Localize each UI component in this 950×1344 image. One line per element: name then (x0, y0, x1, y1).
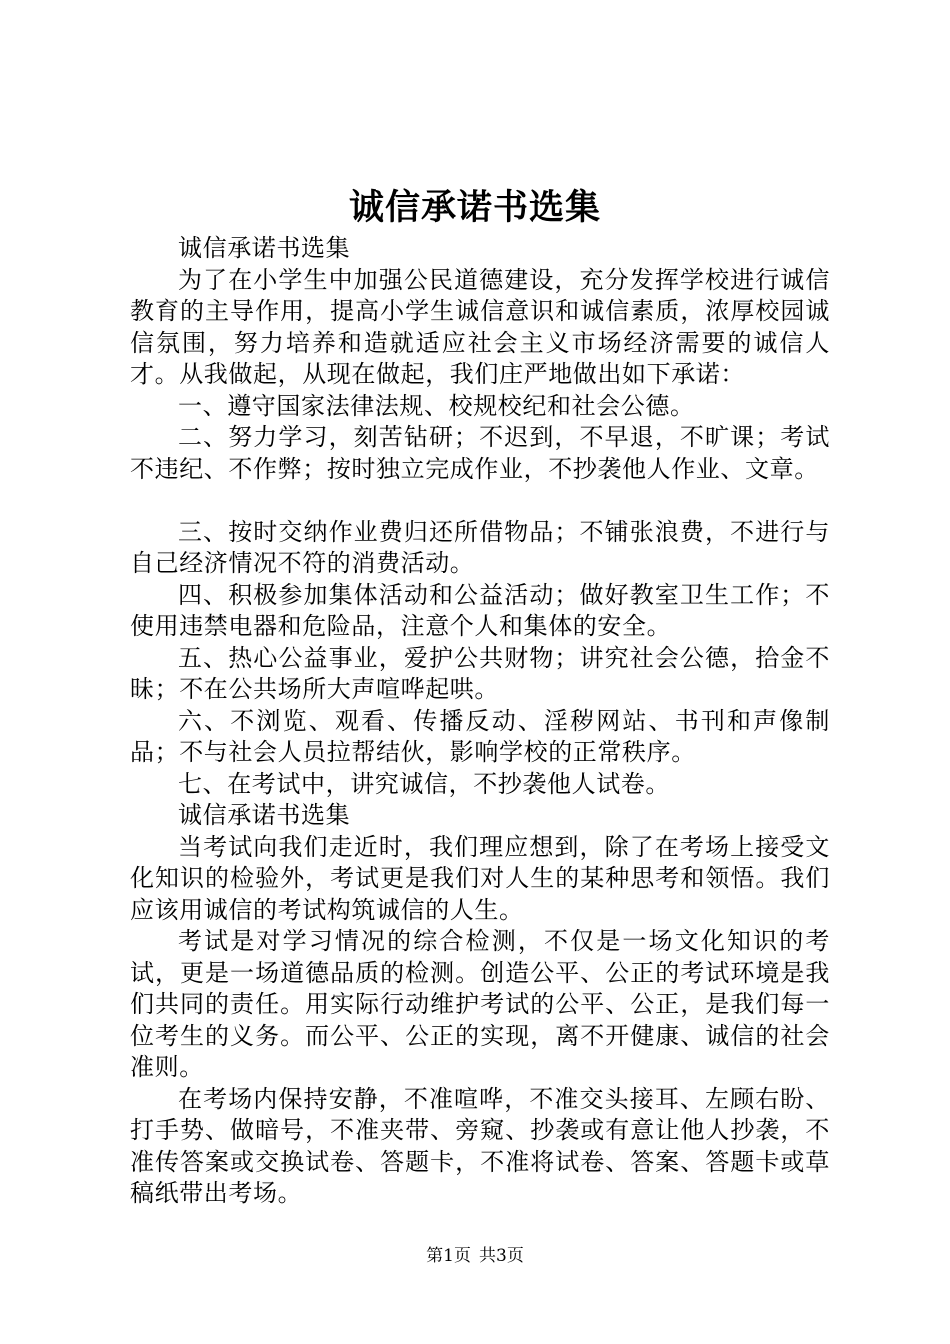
paragraph: 在考场内保持安静，不准喧哗，不准交头接耳、左顾右盼、打手势、做暗号，不准夹带、旁窥、抄袭或有意让他人抄袭，不准传答案或交换试卷、答题卡，不准将试卷、答案、答题卡或草稿纸带出考场。 (130, 1084, 830, 1207)
paragraph: 当考试向我们走近时，我们理应想到，除了在考场上接受文化知识的检验外，考试更是我们对人生的某种思考和领悟。我们应该用诚信的考试构筑诚信的人生。 (130, 832, 830, 924)
pledge-item: 四、积极参加集体活动和公益活动；做好教室卫生工作；不使用违禁电器和危险品，注意个人和集体的安全。 (130, 580, 830, 640)
page-footer (0, 1244, 950, 1268)
pledge-item: 七、在考试中，讲究诚信，不抄袭他人试卷。 (178, 769, 670, 798)
paragraph: 为了在小学生中加强公民道德建设，充分发挥学校进行诚信教育的主导作用，提高小学生诚信意识和诚信素质，浓厚校园诚信氛围，努力培养和造就适应社会主义市场经济需要的诚信人才。从我做起，从现在做起，我们庄严地做出如下承诺： (130, 265, 830, 388)
blank-line (130, 485, 830, 517)
section-heading: 诚信承诺书选集 (178, 801, 351, 829)
pledge-item: 六、不浏览、观看、传播反动、淫秽网站、书刊和声像制品；不与社会人员拉帮结伙，影响学校的正常秩序。 (130, 706, 830, 766)
pledge-item: 五、热心公益事业，爱护公共财物；讲究社会公德，拾金不昧；不在公共场所大声喧哗起哄。 (130, 643, 830, 703)
pledge-item: 三、按时交纳作业费归还所借物品；不铺张浪费，不进行与自己经济情况不符的消费活动。 (130, 517, 830, 577)
document-body (130, 233, 830, 1210)
page-number: 第1页 (426, 1246, 471, 1266)
section-heading: 诚信承诺书选集 (178, 234, 351, 262)
document-title: 诚信承诺书选集 (348, 187, 601, 228)
pledge-item: 一、遵守国家法律法规、校规校纪和社会公德。 (178, 391, 695, 420)
pledge-item: 二、努力学习，刻苦钻研；不迟到，不早退，不旷课；考试不违纪、不作弊；按时独立完成作业，不抄袭他人作业、文章。 (130, 423, 830, 483)
paragraph: 考试是对学习情况的综合检测，不仅是一场文化知识的考试，更是一场道德品质的检测。创造公平、公正的考试环境是我们共同的责任。用实际行动维护考试的公平、公正，是我们每一位考生的义务。而公平、公正的实现，离不开健康、诚信的社会准则。 (130, 927, 830, 1081)
page-total: 共3页 (479, 1246, 524, 1266)
